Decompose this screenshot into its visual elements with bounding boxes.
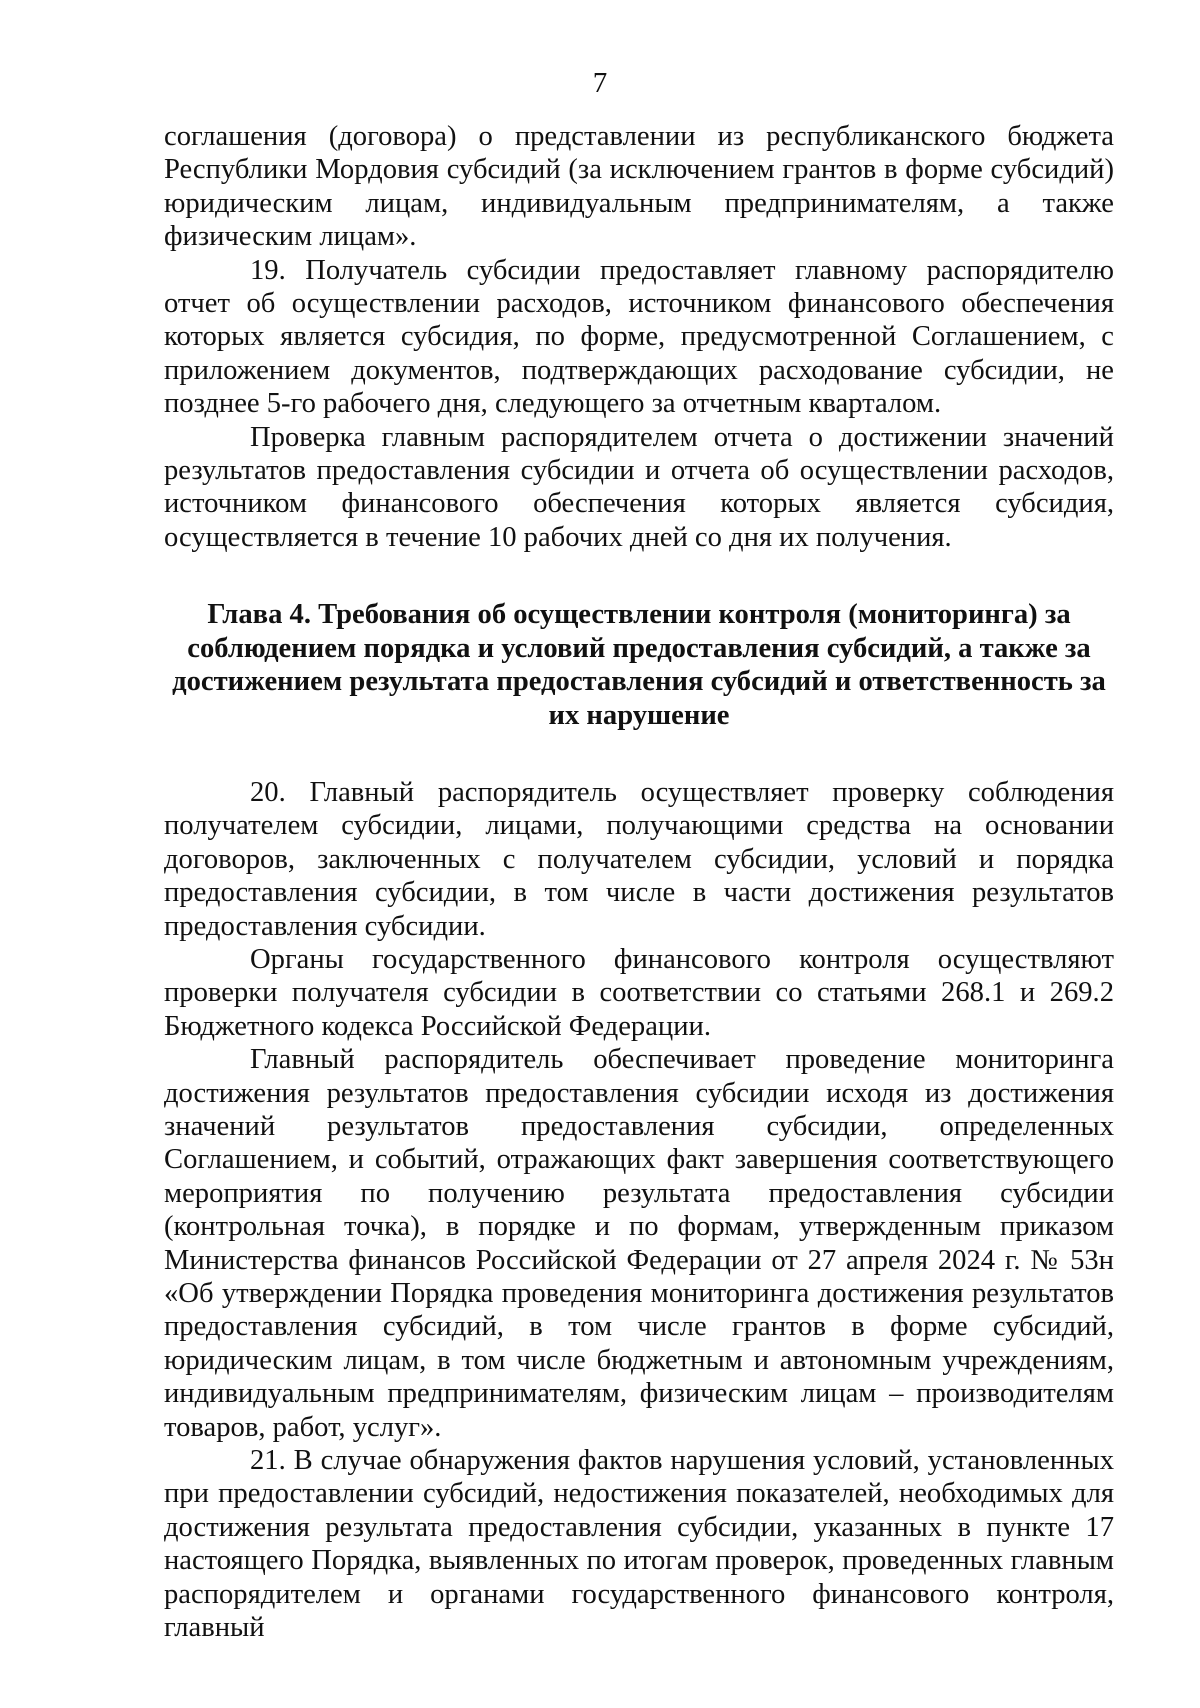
- paragraph-21: 21. В случае обнаружения фактов нарушения условий, установленных при предоставлении субсидий, недостижения показателей, необходимых для достижения результата предоставления субсидии, указанных в пункте 17 настоящего Порядка, выявленных по итогам проверок, проведенных главным распорядителем и органами государственного финансового контроля, главный: [164, 1445, 1114, 1644]
- paragraph-20: 20. Главный распорядитель осуществляет проверку соблюдения получателем субсидии, лицами, получающими средства на основании договоров, заключенных с получателем субсидии, условий и порядка предоставления субсидии, в том числе в части достижения результатов предоставления субсидии.: [164, 776, 1114, 942]
- paragraph: Проверка главным распорядителем отчета о достижении значений результатов предоставления субсидии и отчета об осуществлении расходов, источником финансового обеспечения которых является субсидия, осуществляется в течение 10 рабочих дней со дня их получения.: [164, 421, 1114, 553]
- page-number: 7: [592, 67, 608, 99]
- paragraph: Органы государственного финансового контроля осуществляют проверки получателя субсидии в соответствии со статьями 268.1 и 269.2 Бюджетного кодекса Российской Федерации.: [164, 943, 1114, 1042]
- paragraph-19: 19. Получатель субсидии предоставляет главному распорядителю отчет об осуществлении расходов, источником финансового обеспечения которых является субсидия, по форме, предусмотренной Соглашением, с приложением документов, подтверждающих расходование субсидии, не позднее 5-го рабочего дня, следующего за отчетным кварталом.: [164, 254, 1114, 420]
- paragraph: Главный распорядитель обеспечивает проведение мониторинга достижения результатов предоставления субсидии исходя из достижения значений результатов предоставления субсидии, определенных Соглашением, и событий, отражающих факт завершения соответствующего мероприятия по получению результата предоставления субсидии (контрольная точка), в порядке и по формам, утвержденным приказом Министерства финансов Российской Федерации от 27 апреля 2024 г. № 53н «Об утверждении Порядка проведения мониторинга достижения результатов предоставления субсидий, в том числе грантов в форме субсидий, юридическим лицам, в том числе бюджетным и автономным учреждениям, индивидуальным предпринимателям, физическим лицам – производителям товаров, работ, услуг».: [164, 1044, 1114, 1443]
- chapter-heading: Глава 4. Требования об осуществлении контроля (мониторинга) за соблюдением порядка и условий предоставления субсидий, а также за достижением результата предоставления субсидий и ответственность за их нарушение: [172, 599, 1106, 731]
- document-body: [164, 120, 1114, 1644]
- paragraph: соглашения (договора) о представлении из республиканского бюджета Республики Мордовия субсидий (за исключением грантов в форме субсидий) юридическим лицам, индивидуальным предпринимателям, а также физическим лицам».: [164, 121, 1114, 253]
